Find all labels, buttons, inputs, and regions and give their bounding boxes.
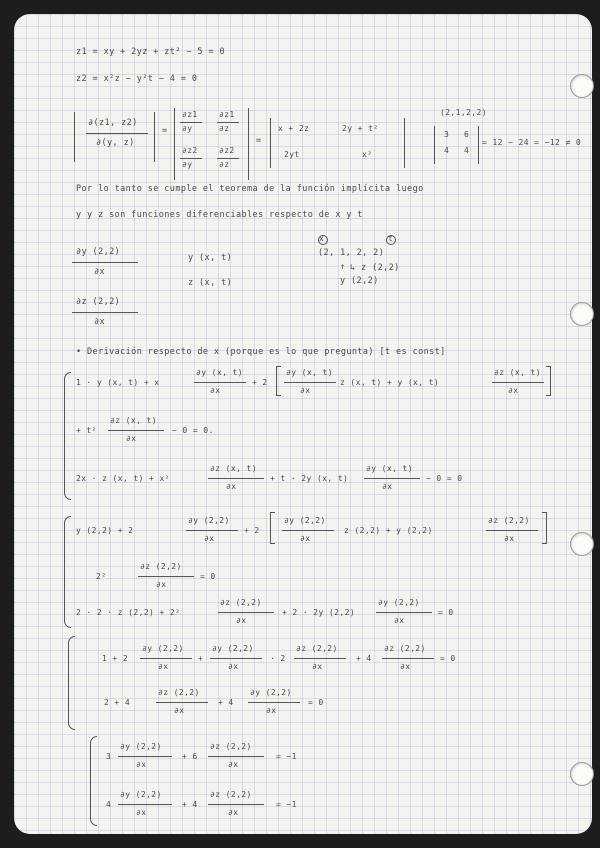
- fraction-denominator: ∂x: [508, 386, 519, 395]
- fraction-denominator: ∂x: [300, 534, 311, 543]
- fraction-denominator: ∂x: [126, 434, 137, 443]
- fraction-numerator: ∂z (x, t): [110, 416, 157, 425]
- bracket: [542, 512, 547, 544]
- equals-sign: =: [256, 136, 262, 146]
- function-y: y (x, t): [188, 253, 233, 263]
- matrix-entry: 2yt: [284, 150, 300, 159]
- eq-part: 1 + 2: [102, 654, 129, 663]
- equation-1: z1 = xy + 2yz + zt² − 5 = 0: [76, 47, 225, 57]
- eq-part: 1 · y (x, t) + x: [76, 378, 160, 387]
- matrix-entry: ∂z2: [219, 146, 235, 155]
- notebook-page: [14, 14, 592, 834]
- fraction-line: [486, 530, 538, 531]
- fraction-line: [364, 478, 420, 479]
- left-brace: [90, 736, 97, 826]
- fraction-numerator: ∂z (2,2): [210, 742, 252, 751]
- fraction-numerator: ∂y (2,2): [120, 742, 162, 751]
- eq-part: +: [198, 654, 204, 663]
- fraction-denominator: ∂x: [228, 662, 239, 671]
- fraction-line: [180, 158, 202, 159]
- matrix-entry: x + 2z: [278, 124, 310, 133]
- fraction-numerator: ∂y (2,2): [142, 644, 184, 653]
- fraction-denominator: ∂x: [136, 760, 147, 769]
- eq-part: 4: [106, 800, 112, 809]
- matrix-entry: 4: [464, 146, 470, 155]
- fraction-numerator: ∂z (x, t): [494, 368, 541, 377]
- fraction-denominator: ∂x: [136, 808, 147, 817]
- equals-sign: =: [162, 126, 168, 136]
- matrix-entry: ∂z: [219, 124, 230, 133]
- eq-part: + 4: [218, 698, 234, 707]
- fraction-line: [208, 756, 264, 757]
- jacobian-result: = 12 − 24 = −12 ≠ 0: [482, 138, 582, 147]
- fraction-line: [248, 702, 300, 703]
- fraction-denominator: ∂x: [94, 267, 106, 277]
- fraction-numerator: ∂y (x, t): [366, 464, 413, 473]
- matrix-entry: 4: [444, 146, 450, 155]
- variable-label: t: [388, 234, 394, 243]
- fraction-line: [208, 478, 264, 479]
- fraction-line: [282, 530, 334, 531]
- fraction-denominator: ∂x: [300, 386, 311, 395]
- eq-part: + t²: [76, 426, 97, 435]
- eq-part: 2x · z (x, t) + x²: [76, 474, 170, 483]
- eq-part: + 2: [244, 526, 260, 535]
- fraction-numerator: ∂z (2,2): [140, 562, 182, 571]
- matrix-entry: 3: [444, 130, 450, 139]
- equation-2: z2 = x²z − y²t − 4 = 0: [76, 74, 198, 84]
- fraction-denominator: ∂x: [382, 482, 393, 491]
- fraction-denominator: ∂x: [400, 662, 411, 671]
- fraction-line: [382, 658, 434, 659]
- eq-part: = −1: [276, 800, 297, 809]
- fraction-denominator: ∂x: [504, 534, 515, 543]
- left-brace: [64, 516, 71, 628]
- fraction-denominator: ∂x: [266, 706, 277, 715]
- fraction-line: [86, 133, 148, 134]
- det-bar: [74, 112, 75, 162]
- binder-hole: [570, 74, 594, 98]
- fraction-line: [186, 530, 238, 531]
- text-line: y y z son funciones diferenciables respecto de x y t: [76, 210, 363, 220]
- eq-part: 2 + 4: [104, 698, 131, 707]
- eq-part: 2 · 2 · z (2,2) + 2²: [76, 608, 181, 617]
- fraction-line: [376, 612, 432, 613]
- binder-hole: [570, 762, 594, 786]
- eq-part: z (2,2) + y (2,2): [344, 526, 433, 535]
- fraction-line: [492, 382, 544, 383]
- fraction-numerator: ∂y (2,2): [188, 516, 230, 525]
- fraction-line: [208, 804, 264, 805]
- fraction-numerator: ∂z (2,2): [384, 644, 426, 653]
- eq-part: + 2: [252, 378, 268, 387]
- variable-label: x: [319, 234, 325, 243]
- bracket: [546, 366, 551, 396]
- binder-hole: [570, 302, 594, 326]
- eq-part: = 0: [200, 572, 216, 581]
- eq-part: = 0: [438, 608, 454, 617]
- fraction-numerator: ∂z (2,2): [210, 790, 252, 799]
- fraction-numerator: ∂y (2,2): [250, 688, 292, 697]
- jacobian-denominator: ∂(y, z): [96, 138, 135, 148]
- fraction-numerator: ∂y (x, t): [196, 368, 243, 377]
- eq-part: = 0: [440, 654, 456, 663]
- eq-part: + 2 · 2y (2,2): [282, 608, 356, 617]
- left-brace: [64, 372, 71, 500]
- fraction-line: [72, 312, 138, 313]
- fraction-denominator: ∂x: [228, 808, 239, 817]
- fraction-denominator: ∂x: [226, 482, 237, 491]
- fraction-numerator: ∂z (2,2): [76, 297, 121, 307]
- fraction-line: [118, 756, 172, 757]
- det-bar: [270, 118, 271, 168]
- det-bar: [404, 118, 405, 168]
- fraction-numerator: ∂y (x, t): [286, 368, 333, 377]
- fraction-denominator: ∂x: [156, 580, 167, 589]
- eq-part: − 0 = 0: [426, 474, 463, 483]
- matrix-entry: 6: [464, 130, 470, 139]
- fraction-line: [194, 382, 246, 383]
- fraction-line: [180, 122, 202, 123]
- matrix-entry: ∂z: [219, 160, 230, 169]
- matrix-entry: x²: [362, 150, 373, 159]
- fraction-line: [217, 158, 239, 159]
- fraction-numerator: ∂y (2,2): [378, 598, 420, 607]
- eq-part: 3: [106, 752, 112, 761]
- matrix-entry: ∂z1: [182, 110, 198, 119]
- det-bar: [478, 126, 479, 164]
- fraction-line: [138, 576, 194, 577]
- matrix-entry: ∂z1: [219, 110, 235, 119]
- eq-part: 2²: [96, 572, 107, 581]
- det-bar: [174, 108, 175, 180]
- eq-part: · 2: [270, 654, 286, 663]
- point-values: (2, 1, 2, 2): [318, 248, 385, 258]
- fraction-denominator: ∂x: [236, 616, 247, 625]
- eq-part: = 0: [308, 698, 324, 707]
- eq-part: = −1: [276, 752, 297, 761]
- point-z: ↳ z (2,2): [350, 263, 400, 273]
- matrix-entry: ∂z2: [182, 146, 198, 155]
- binder-hole: [570, 532, 594, 556]
- bracket: [276, 366, 281, 396]
- eq-part: + 4: [182, 800, 198, 809]
- det-bar: [248, 108, 249, 180]
- fraction-line: [218, 612, 274, 613]
- fraction-numerator: ∂z (x, t): [210, 464, 257, 473]
- eq-part: + 4: [356, 654, 372, 663]
- jacobian-numerator: ∂(z1, z2): [88, 118, 138, 128]
- fraction-line: [156, 702, 208, 703]
- fraction-line: [294, 658, 346, 659]
- fraction-numerator: ∂z (2,2): [296, 644, 338, 653]
- fraction-numerator: ∂z (2,2): [158, 688, 200, 697]
- point-y: y (2,2): [340, 276, 379, 286]
- evaluation-point: (2,1,2,2): [440, 108, 487, 117]
- matrix-entry: ∂y: [182, 160, 193, 169]
- eq-part: + t · 2y (x, t): [270, 474, 349, 483]
- fraction-numerator: ∂y (2,2): [76, 247, 121, 257]
- fraction-numerator: ∂y (2,2): [284, 516, 326, 525]
- fraction-line: [210, 658, 262, 659]
- fraction-denominator: ∂x: [158, 662, 169, 671]
- fraction-denominator: ∂x: [94, 317, 106, 327]
- fraction-numerator: ∂y (2,2): [212, 644, 254, 653]
- fraction-line: [72, 262, 138, 263]
- left-brace: [68, 636, 75, 730]
- section-heading: • Derivación respecto de x (porque es lo que pregunta) [t es const]: [76, 347, 446, 357]
- fraction-denominator: ∂x: [228, 760, 239, 769]
- fraction-numerator: ∂z (2,2): [488, 516, 530, 525]
- fraction-line: [140, 658, 192, 659]
- eq-part: y (2,2) + 2: [76, 526, 134, 535]
- eq-part: − 0 = 0.: [172, 426, 214, 435]
- fraction-denominator: ∂x: [312, 662, 323, 671]
- det-bar: [154, 112, 155, 162]
- matrix-entry: ∂y: [182, 124, 193, 133]
- fraction-denominator: ∂x: [204, 534, 215, 543]
- function-z: z (x, t): [188, 278, 233, 288]
- arrow-icon: ↑: [340, 262, 346, 272]
- fraction-line: [108, 430, 164, 431]
- eq-part: z (x, t) + y (x, t): [340, 378, 440, 387]
- bracket: [270, 512, 275, 544]
- fraction-denominator: ∂x: [210, 386, 221, 395]
- fraction-numerator: ∂y (2,2): [120, 790, 162, 799]
- fraction-line: [118, 804, 172, 805]
- fraction-line: [217, 122, 239, 123]
- matrix-entry: 2y + t²: [342, 124, 379, 133]
- fraction-denominator: ∂x: [174, 706, 185, 715]
- det-bar: [434, 126, 435, 164]
- text-line: Por lo tanto se cumple el teorema de la función implícita luego: [76, 184, 424, 194]
- fraction-numerator: ∂z (2,2): [220, 598, 262, 607]
- eq-part: + 6: [182, 752, 198, 761]
- fraction-line: [284, 382, 336, 383]
- fraction-denominator: ∂x: [394, 616, 405, 625]
